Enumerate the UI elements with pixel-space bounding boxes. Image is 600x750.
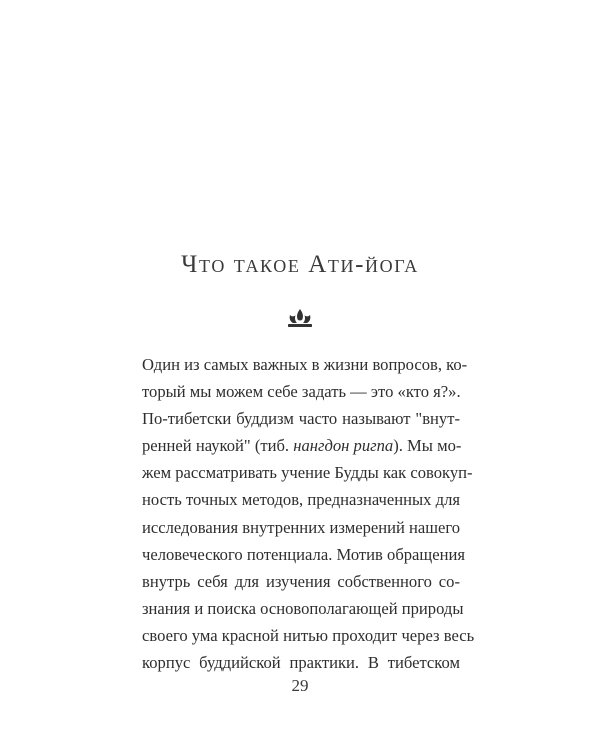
body-paragraph [142,351,475,676]
chapter-title: Что такое Ати-йога [181,251,419,278]
text-line: торый мы можем себе задать — это «кто я?». [142,382,461,402]
text-line: своего ума красной нитью проходит через весь [142,625,475,645]
text-line: жем рассматривать учение Будды как совокуп- [142,463,473,483]
page-number: 29 [291,676,309,695]
text-fragment: ренней наукой" (тиб. [142,436,294,456]
text-line [142,432,460,459]
text-line: По-тибетски буддизм часто называют "внут- [142,409,460,429]
text-line: ность точных методов, предназначенных для [142,490,460,510]
text-line: Один из самых важных в жизни вопросов, ко- [142,355,468,374]
text-line: исследования внутренних измерений нашего [142,517,461,537]
text-line: человеческого потенциала. Мотив обращения [142,544,465,564]
text-line: корпус буддийской практики. В тибетском [142,653,460,673]
italic-term: нангдон ригпа [293,436,394,456]
text-line: внутрь себя для изучения собственного со- [142,571,460,591]
lotus-flame-icon [286,308,314,328]
text-line: знания и поиска основополагающей природы [142,598,464,618]
text-fragment: ). Мы мо- [393,436,462,456]
